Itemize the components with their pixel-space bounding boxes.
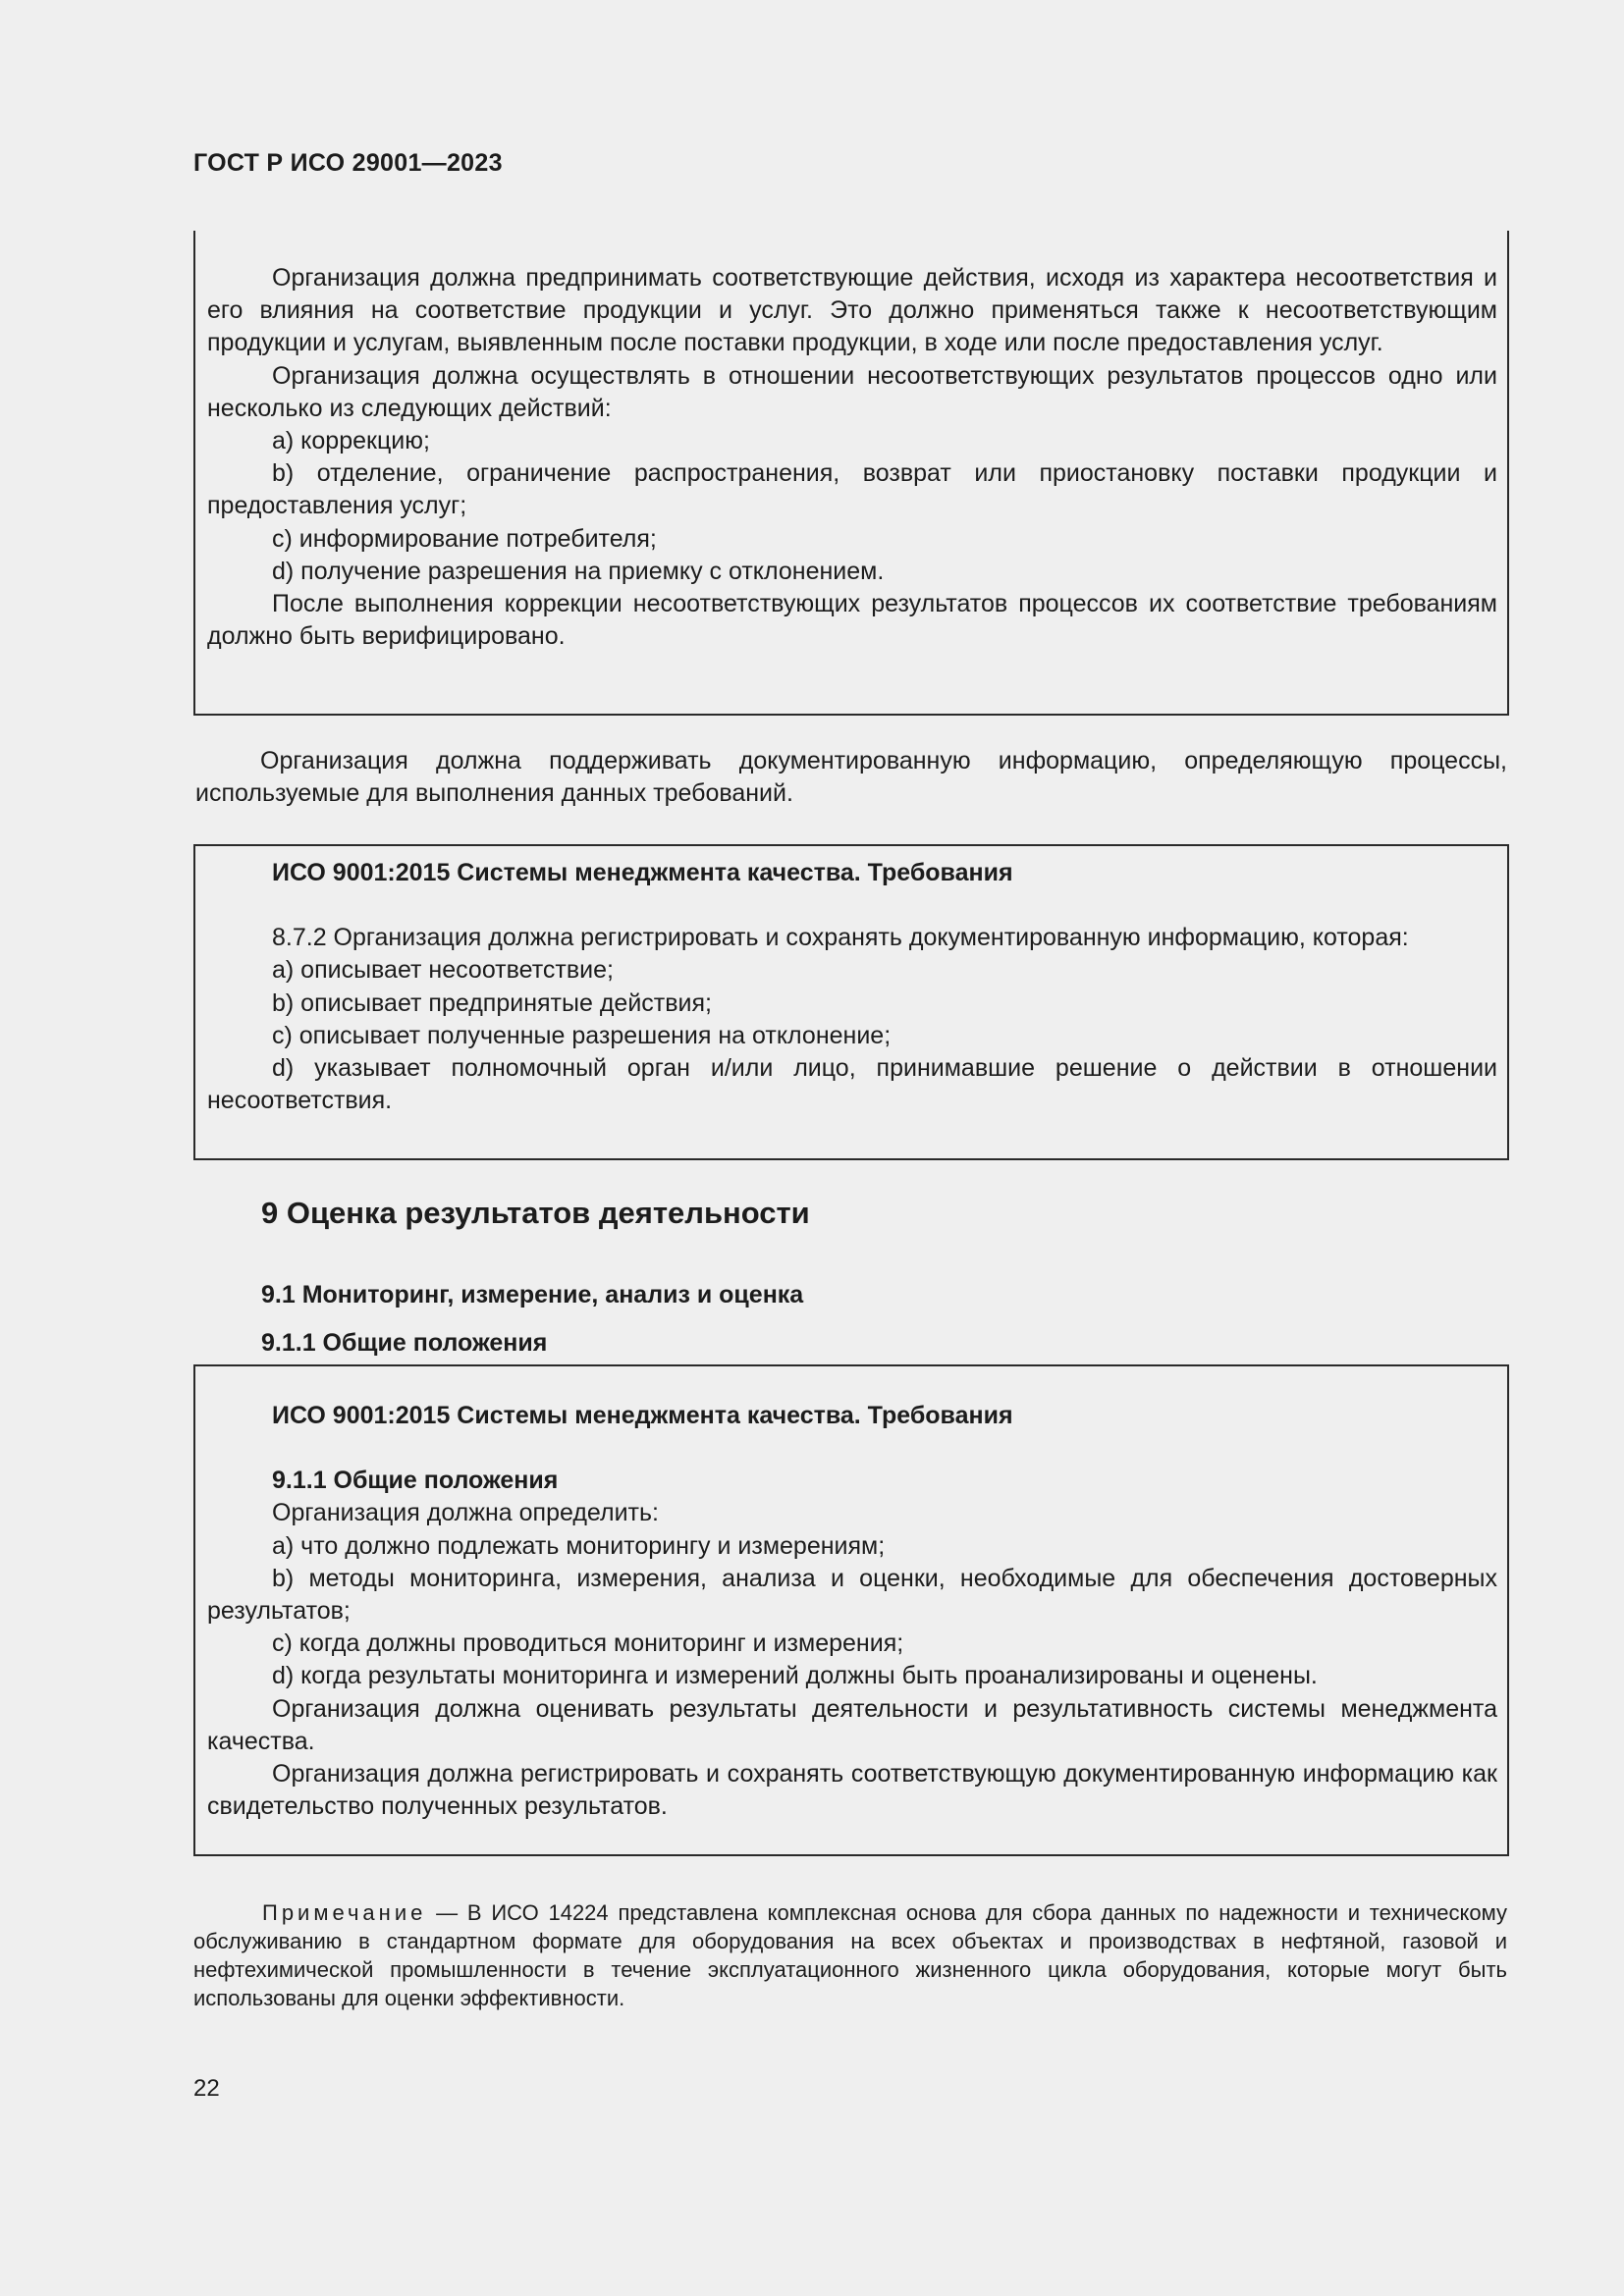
note-paragraph	[193, 1898, 1507, 2012]
body-paragraph	[195, 745, 1507, 810]
note-label: Примечание	[262, 1900, 427, 1925]
box3-subtitle: 9.1.1 Общие положения	[272, 1467, 559, 1495]
box3-item-b: b) методы мониторинга, измерения, анализа и оценки, необходимые для обеспечения достоверных результатов;	[207, 1564, 1497, 1626]
box2-paragraph-1: 8.7.2 Организация должна регистрировать и сохранять документированную информацию, которая:	[272, 924, 1409, 952]
section-9-heading: 9 Оценка результатов деятельности	[261, 1196, 810, 1230]
box2-item-c: c) описывает полученные разрешения на отклонение;	[272, 1021, 892, 1049]
continuation-box	[193, 231, 1509, 716]
running-header: ГОСТ Р ИСО 29001—2023	[193, 149, 503, 177]
note-text: — В ИСО 14224 представлена комплексная основа для сбора данных по надежности и техническому обслуживанию в стандартном формате для оборудования на всех объектах и производствах в нефтяной, газовой и нефтехимической промышленности в течение эксплуатационного жизненного цикла оборудования, которые могут быть использованы для оценки эффективности.	[193, 1900, 1507, 2010]
box1-item-a: a) коррекцию;	[272, 427, 430, 455]
iso-quote-box-911	[193, 1364, 1509, 1856]
box3-item-a: a) что должно подлежать мониторингу и измерениям;	[272, 1531, 886, 1560]
box1-paragraph-3: После выполнения коррекции несоответствующих результатов процессов их соответствие требованиям должно быть верифицировано.	[207, 590, 1497, 651]
box2-item-d: d) указывает полномочный орган и/или лицо, принимавшие решение о действии в отношении несоответствия.	[207, 1054, 1497, 1115]
box3-paragraph-1: Организация должна определить:	[272, 1499, 659, 1527]
iso-quote-box-872	[193, 844, 1509, 1160]
box3-paragraph-3: Организация должна регистрировать и сохранять соответствующую документированную информацию как свидетельство полученных результатов.	[207, 1760, 1497, 1821]
box1-paragraph-2: Организация должна осуществлять в отношении несоответствующих результатов процессов одно или несколько из следующих действий:	[207, 361, 1497, 422]
box3-item-c: c) когда должны проводиться мониторинг и измерения;	[272, 1629, 904, 1658]
section-9-1-heading: 9.1 Мониторинг, измерение, анализ и оценка	[261, 1281, 804, 1308]
box2-item-a: a) описывает несоответствие;	[272, 956, 614, 985]
box1-item-c: c) информирование потребителя;	[272, 524, 657, 553]
box1-item-d: d) получение разрешения на приемку с отклонением.	[272, 557, 885, 585]
body-paragraph-text: Организация должна поддерживать документированную информацию, определяющую процессы, используемые для выполнения данных требований.	[195, 747, 1507, 808]
box2-title: ИСО 9001:2015 Системы менеджмента качества. Требования	[272, 859, 1013, 886]
box3-title: ИСО 9001:2015 Системы менеджмента качества. Требования	[272, 1402, 1013, 1429]
page-number: 22	[193, 2075, 220, 2102]
section-9-1-1-heading: 9.1.1 Общие положения	[261, 1329, 548, 1357]
box2-item-b: b) описывает предпринятые действия;	[272, 988, 712, 1017]
box3-item-d: d) когда результаты мониторинга и измерений должны быть проанализированы и оценены.	[272, 1662, 1318, 1690]
box1-paragraph-1: Организация должна предпринимать соответствующие действия, исходя из характера несоответствия и его влияния на соответствие продукции и услуг. Это должно применяться также к несоответствующим продукции и услугам, выявленным после поставки продукции, в ходе или после предоставления услуг.	[207, 264, 1497, 357]
box1-item-b: b) отделение, ограничение распространения, возврат или приостановку поставки продукции и предоставления услуг;	[207, 459, 1497, 520]
box3-paragraph-2: Организация должна оценивать результаты деятельности и результативность системы менеджмента качества.	[207, 1694, 1497, 1755]
